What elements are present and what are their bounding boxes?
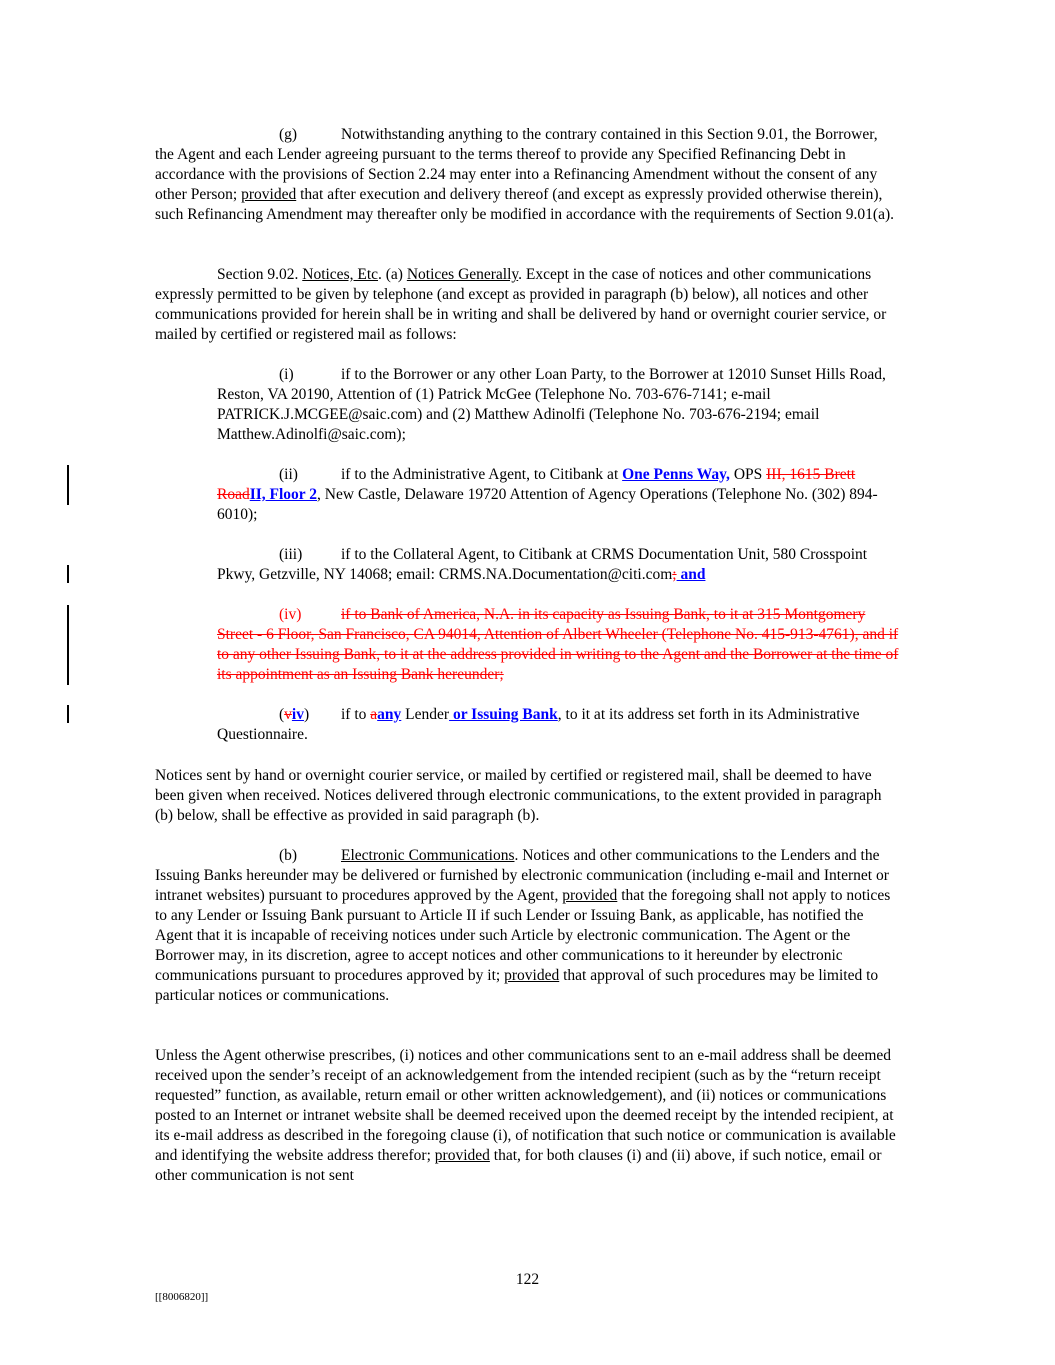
change-bar [67,705,69,723]
document-id: [[8006820]] [155,1291,209,1303]
inserted-text: or Issuing Bank [449,706,558,723]
section-heading: Notices, Etc [302,266,379,283]
inserted-text: II, Floor 2 [249,486,318,503]
change-bar [67,605,69,685]
clause-ii: (ii) if to the Administrative Agent, to Citibank at One Penns Way, OPS III, 1615 Brett RoadII, Floor 2, New Castle, Delaware 19720 Attention of Agency Operations (Telephone No. (302) 894-6010); [217,466,878,523]
deleted-text: III, 1615 Brett Road [217,466,856,503]
deleted-text: ; [672,566,677,583]
provided-term: provided [241,186,297,203]
inserted-text: any [377,706,402,723]
subsection-heading: Notices Generally [406,266,519,283]
paragraph-g: (g) Notwithstanding anything to the contrary contained in this Section 9.01, the Borrower, the Agent and each Lender agreeing pursuant to the terms thereof to provide any Specified Refinancing Debt in accordance with the provisions of Section 2.24 may enter into a Refinancing Amendment without the consent of any other Person; provided that after execution and delivery thereof (and except as expressly provided otherwise therein), such Refinancing Amendment may thereafter only be modified in accordance with the requirements of Section 9.01(a). [155,126,895,223]
clause-i: (i) if to the Borrower or any other Loan Party, to the Borrower at 12010 Sunset Hills Road, Reston, VA 20190, Attention of (1) Patrick McGee (Telephone No. 703-676-7141; e-mail PATRICK.J.MCGEE@saic.com) and (2) Matthew Adinolfi (Telephone No. 703-676-2194; email Matthew.Adinolfi@saic.com); [217,366,886,443]
clause-iii: (iii) if to the Collateral Agent, to Citibank at CRMS Documentation Unit, 580 Crosspoint Pkwy, Getzville, NY 14068; email: CRMS.NA.Documentation@citi.com; and [217,546,868,583]
change-bar [67,465,69,505]
section-number: Section 9.02. [217,266,299,283]
inserted-text: One Penns Way, [622,466,730,483]
change-bar [67,565,69,583]
clause-iv-deleted: (iv) if to Bank of America, N.A. in its capacity as Issuing Bank, to it at 315 Montgomery Street - 6 Floor, San Francisco, CA 94014, Attention of Albert Wheeler (Telephone No. 415-913-4761), and if to any other Issuing Bank, to it at the address provided in writing to the Agent and the Borrower at the time of its appointment as an Issuing Bank hereunder; [217,606,899,683]
paragraph-g-label: (g) [279,126,298,143]
unless-paragraph: Unless the Agent otherwise prescribes, (i) notices and other communications sent to an e-mail address shall be deemed received upon the sender’s receipt of an acknowledgement from the intended recipient (such as by the “return receipt requested” function, as available, return email or other written acknowledgement), and (ii) notices or communications posted to an Internet or intranet website shall be deemed received upon the deemed receipt by the intended recipient, at its e-mail address as described in the foregoing clause (i), of notification that such notice or communication is available and identifying the website address therefor; provided that, for both clauses (i) and (ii) above, if such notice, email or other communication is not sent [155,1047,896,1184]
page-number: 122 [515,1271,540,1288]
subsection-heading: Electronic Communications [341,847,515,864]
section-9-02-paragraph: Section 9.02. Notices, Etc. (a) Notices Generally. Except in the case of notices and other communications expressly permitted to be given by telephone (and except as provided in paragraph (b) below), all notices and other communications provided for herein shall be in writing and shall be delivered by hand or overnight courier service, or mailed by certified or registered mail as follows: [155,266,887,343]
inserted-text: and [676,566,706,583]
paragraph-b: (b) Electronic Communications. Notices and other communications to the Lenders and the Issuing Banks hereunder may be delivered or furnished by electronic communication (including e-mail and Internet or intranet websites) pursuant to procedures approved by the Agent, provided that the foregoing shall not apply to notices to any Lender or Issuing Bank pursuant to Article II if such Lender or Issuing Bank, as applicable, has notified the Agent that it is incapable of receiving notices under such Article by electronic communication. The Agent or the Borrower may, in its discretion, agree to accept notices and other communications to it hereunder by electronic communications pursuant to procedures approved by it; provided that approval of such procedures may be limited to particular notices or communications. [155,847,891,1004]
clause-iv-any-lender: (viv) if to aany Lender or Issuing Bank, to it at its address set forth in its Administrative Questionnaire. [217,706,860,743]
deleted-text: a [370,706,378,723]
notices-sent-paragraph: Notices sent by hand or overnight courier service, or mailed by certified or registered mail, shall be deemed to have been given when received. Notices delivered through electronic communications, to the extent provided in paragraph (b) below, shall be effective as provided in said paragraph (b). [155,767,882,824]
